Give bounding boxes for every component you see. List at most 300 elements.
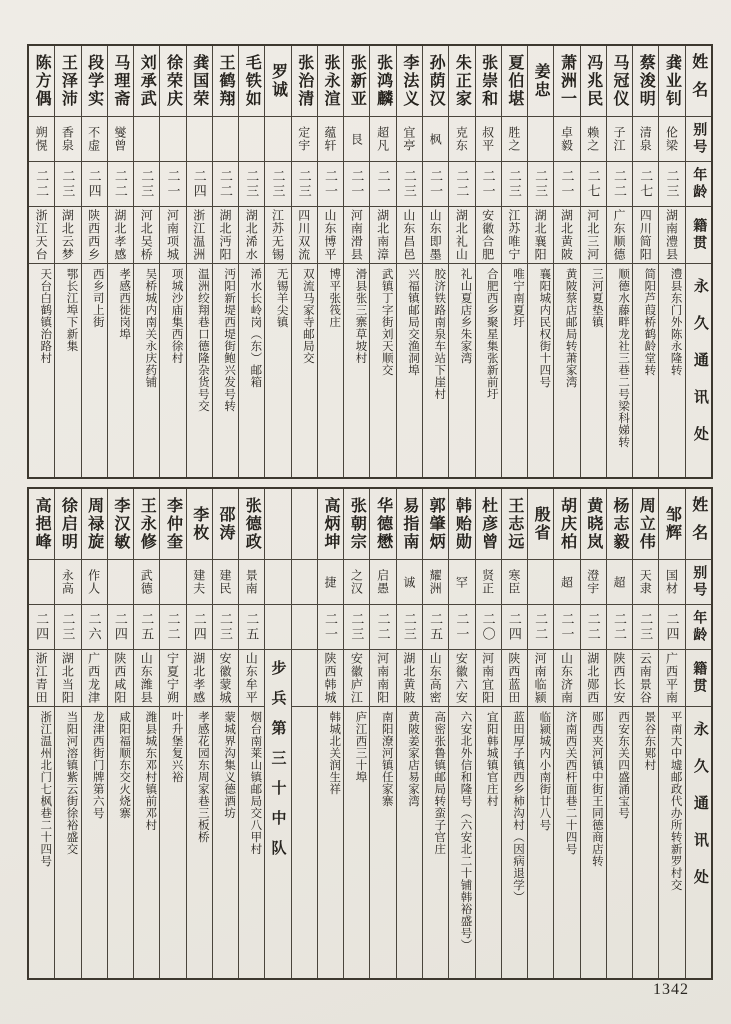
person-address: 庐江西三十埠: [354, 711, 367, 783]
person-name: 冯兆民: [584, 54, 602, 108]
person-column: [528, 489, 554, 978]
person-age: 二三: [401, 612, 417, 642]
person-alias-cell: [633, 560, 658, 605]
person-address: 无锡羊尖镇: [275, 268, 288, 328]
person-column: [659, 46, 685, 477]
person-name: 姜忠: [532, 63, 550, 99]
person-alias: 永高: [60, 569, 75, 595]
person-age-cell: [187, 605, 212, 650]
person-alias: 贤正: [480, 569, 495, 595]
header-native: 籍贯: [691, 661, 707, 695]
person-native-cell: [187, 650, 212, 707]
person-age: 二一: [375, 169, 391, 199]
person-name-cell: [554, 489, 579, 560]
person-column: [160, 46, 186, 477]
header-address-cell: [686, 707, 711, 978]
person-native-cell: [108, 207, 133, 264]
person-name-cell: [607, 46, 632, 117]
person-name: 陈方偶: [33, 54, 51, 108]
person-address-cell: [265, 264, 290, 477]
person-alias: 建夫: [191, 569, 206, 595]
person-age: 二二: [611, 612, 627, 642]
person-column: [187, 489, 213, 978]
person-native: 湖北沔阳: [217, 209, 232, 261]
header-age-cell: [686, 605, 711, 650]
person-name-cell: [187, 46, 212, 117]
person-name-cell: [160, 489, 185, 560]
person-age: 二三: [270, 169, 286, 199]
person-alias: 罕: [454, 575, 469, 589]
person-column: [318, 46, 344, 477]
person-name: 邹辉: [663, 506, 681, 542]
person-alias: 枫: [428, 132, 443, 146]
person-native: 山东济南: [559, 652, 574, 704]
roster-table-top: [27, 44, 713, 479]
person-alias-cell: [82, 117, 107, 162]
person-alias-cell: [659, 560, 684, 605]
person-age: 二四: [664, 612, 680, 642]
person-age-cell: [55, 162, 80, 207]
person-alias-cell: [134, 117, 159, 162]
person-native-cell: [607, 207, 632, 264]
person-name: 朱正家: [453, 54, 471, 108]
person-name: 龚国荣: [190, 54, 208, 108]
header-age: 年龄: [691, 610, 707, 644]
person-native: 山东博平: [323, 209, 338, 261]
person-age-cell: [397, 605, 422, 650]
person-address-cell: [55, 264, 80, 477]
person-alias-cell: [370, 560, 395, 605]
person-address: 三河夏垫镇: [590, 268, 603, 328]
person-native-cell: [344, 650, 369, 707]
person-age: 二二: [165, 612, 181, 642]
person-native-cell: [633, 207, 658, 264]
person-address-cell: [108, 264, 133, 477]
person-native-cell: [528, 650, 553, 707]
unit-label-cell: [265, 650, 290, 978]
person-column: [449, 46, 475, 477]
person-alias: 之汉: [349, 569, 364, 595]
person-age: 二六: [86, 612, 102, 642]
person-native-cell: [528, 207, 553, 264]
person-native-cell: [239, 207, 264, 264]
person-native: 湖北南漳: [375, 209, 390, 261]
person-age: 二一: [559, 612, 575, 642]
person-address-cell: [370, 707, 395, 978]
person-address-cell: [292, 264, 317, 477]
person-age: 二三: [638, 612, 654, 642]
person-address: 南阳潦河镇任家寨: [380, 711, 393, 807]
person-alias: 耀洲: [428, 569, 443, 595]
person-alias-cell: [29, 560, 54, 605]
header-column: [686, 46, 711, 477]
person-name-cell: [476, 489, 501, 560]
person-age-cell: [344, 605, 369, 650]
person-alias-cell: [502, 117, 527, 162]
person-age: 二二: [112, 169, 128, 199]
person-address: 项城沙庙集西徐村: [170, 268, 183, 364]
person-name: 胡庆柏: [558, 497, 576, 551]
person-name: 徐荣庆: [164, 54, 182, 108]
person-address-cell: [659, 264, 684, 477]
person-age: 二一: [165, 169, 181, 199]
person-name: 杨志毅: [610, 497, 628, 551]
person-column: [265, 46, 291, 477]
person-alias-cell: [476, 117, 501, 162]
person-alias-cell: [160, 117, 185, 162]
person-address-cell: [187, 264, 212, 477]
empty-cell: [265, 489, 290, 560]
person-age-cell: [213, 162, 238, 207]
person-age-cell: [633, 605, 658, 650]
person-native-cell: [344, 207, 369, 264]
person-age: 二三: [506, 169, 522, 199]
person-age-cell: [581, 162, 606, 207]
person-address: 合肥西乡聚星集张新前圩: [485, 268, 498, 400]
person-age-cell: [502, 162, 527, 207]
person-address-cell: [476, 707, 501, 978]
person-name-cell: [581, 46, 606, 117]
person-native-cell: [134, 650, 159, 707]
person-alias-cell: [397, 117, 422, 162]
person-alias: 燮曾: [112, 126, 127, 152]
person-native: 湖北孝感: [191, 652, 206, 704]
person-name: 张崇和: [479, 54, 497, 108]
person-address: 黄陂蔡店邮局转萧家湾: [564, 268, 577, 388]
person-address: 孝感西徙岗埠: [118, 268, 131, 340]
person-age-cell: [108, 162, 133, 207]
person-alias-cell: [213, 117, 238, 162]
person-address-cell: [633, 707, 658, 978]
person-column: [554, 489, 580, 978]
person-age-cell: [476, 162, 501, 207]
person-native-cell: [134, 207, 159, 264]
person-address-cell: [187, 707, 212, 978]
person-column: [55, 489, 81, 978]
person-name: 杜彦曾: [479, 497, 497, 551]
person-name-cell: [134, 489, 159, 560]
person-address-cell: [659, 707, 684, 978]
person-address-cell: [554, 707, 579, 978]
person-age: 二三: [349, 612, 365, 642]
person-name-cell: [528, 46, 553, 117]
person-alias: 寒臣: [506, 569, 521, 595]
person-name-cell: [160, 46, 185, 117]
person-native-cell: [370, 207, 395, 264]
person-name-cell: [607, 489, 632, 560]
person-age-cell: [633, 162, 658, 207]
person-name-cell: [502, 46, 527, 117]
person-column: [29, 46, 55, 477]
person-column: [659, 489, 685, 978]
person-address: 浙江温州北门七枫巷二十四号: [39, 711, 52, 867]
empty-cell: [292, 650, 317, 707]
person-column: [476, 489, 502, 978]
person-address: 兴福镇邮局交渔洞埠: [406, 268, 419, 376]
person-alias-cell: [423, 117, 448, 162]
person-alias-cell: [528, 117, 553, 162]
person-name-cell: [449, 46, 474, 117]
person-alias: 捷: [323, 575, 338, 589]
person-alias: 蕴轩: [323, 126, 338, 152]
person-column: [607, 489, 633, 978]
person-alias-cell: [160, 560, 185, 605]
person-age-cell: [318, 605, 343, 650]
person-alias: 作人: [86, 569, 101, 595]
person-age-cell: [528, 605, 553, 650]
person-age-cell: [344, 162, 369, 207]
person-address-cell: [423, 707, 448, 978]
person-name: 徐启明: [59, 497, 77, 551]
person-alias-cell: [476, 560, 501, 605]
person-native-cell: [55, 650, 80, 707]
person-name: 段学实: [85, 54, 103, 108]
person-alias-cell: [108, 117, 133, 162]
person-alias: 不虚: [86, 126, 101, 152]
person-native: 陕西西乡: [86, 209, 101, 261]
person-column: [502, 46, 528, 477]
person-age: 二四: [86, 169, 102, 199]
person-address: 西安东关四盛涌宝号: [617, 711, 630, 819]
person-native: 河南滑县: [349, 209, 364, 261]
header-native-cell: [686, 207, 711, 264]
person-name: 张朝宗: [348, 497, 366, 551]
person-name: 李仲奎: [164, 497, 182, 551]
person-alias-cell: [423, 560, 448, 605]
person-address-cell: [318, 264, 343, 477]
person-name: 李汉敏: [111, 497, 129, 551]
person-native-cell: [581, 207, 606, 264]
person-alias-cell: [502, 560, 527, 605]
person-address-cell: [82, 264, 107, 477]
person-native: 四川简阳: [638, 209, 653, 261]
person-alias-cell: [265, 117, 290, 162]
person-address: 济南西关西杆面巷二十四号: [564, 711, 577, 855]
person-age-cell: [581, 605, 606, 650]
person-name: 李枚: [190, 506, 208, 542]
person-native-cell: [554, 207, 579, 264]
header-native-cell: [686, 650, 711, 707]
person-age: 二四: [191, 612, 207, 642]
person-native: 陕西长安: [611, 652, 626, 704]
person-native: 安徽合肥: [480, 209, 495, 261]
person-alias-cell: [318, 117, 343, 162]
person-alias: 天隶: [638, 569, 653, 595]
person-column: [476, 46, 502, 477]
person-alias-cell: [659, 117, 684, 162]
person-native: 安徽六安: [454, 652, 469, 704]
person-name-cell: [55, 46, 80, 117]
person-age-cell: [370, 605, 395, 650]
person-native: 浙江温洲: [191, 209, 206, 261]
person-native: 湖南澧县: [664, 209, 679, 261]
header-alias: 别号: [691, 565, 707, 599]
empty-cell: [265, 560, 290, 605]
person-address-cell: [633, 264, 658, 477]
person-native-cell: [292, 207, 317, 264]
person-native-cell: [213, 207, 238, 264]
person-native-cell: [213, 650, 238, 707]
person-age-cell: [265, 162, 290, 207]
person-age-cell: [29, 162, 54, 207]
person-name: 王永修: [138, 497, 156, 551]
person-native: 山东牟平: [244, 652, 259, 704]
person-alias: 建民: [217, 569, 232, 595]
header-name-cell: [686, 46, 711, 117]
person-name-cell: [344, 46, 369, 117]
person-column: [581, 489, 607, 978]
person-name-cell: [554, 46, 579, 117]
person-name-cell: [318, 46, 343, 117]
person-age-cell: [607, 162, 632, 207]
header-address: 永久通讯处: [691, 721, 708, 906]
person-alias: 卓毅: [559, 126, 574, 152]
person-address: 浠水长岭岗（东）邮箱: [249, 268, 262, 388]
person-age-cell: [239, 162, 264, 207]
person-age-cell: [607, 605, 632, 650]
person-address-cell: [344, 264, 369, 477]
person-native-cell: [476, 650, 501, 707]
person-alias: 赖之: [585, 126, 600, 152]
person-name: 刘承武: [138, 54, 156, 108]
person-native-cell: [397, 650, 422, 707]
person-column: [607, 46, 633, 477]
person-column: [160, 489, 186, 978]
unit-label: 步兵第三十中队: [269, 660, 286, 870]
person-native: 河南南阳: [375, 652, 390, 704]
person-alias: 超: [559, 575, 574, 589]
person-column: [554, 46, 580, 477]
person-address-cell: [581, 264, 606, 477]
person-alias-cell: [607, 117, 632, 162]
person-native-cell: [318, 650, 343, 707]
person-native-cell: [423, 650, 448, 707]
person-column: [633, 489, 659, 978]
person-alias: 澄宇: [585, 569, 600, 595]
person-native: 宁夏宁朔: [165, 652, 180, 704]
person-alias-cell: [633, 117, 658, 162]
person-column: [370, 46, 396, 477]
person-name: 华德懋: [374, 497, 392, 551]
person-name-cell: [265, 46, 290, 117]
person-alias: 叔平: [480, 126, 495, 152]
person-native: 河南临颍: [533, 652, 548, 704]
person-column: [55, 46, 81, 477]
person-native: 江苏唯宁: [506, 209, 521, 261]
person-alias: 胜之: [506, 126, 521, 152]
person-column: [370, 489, 396, 978]
person-address-cell: [160, 264, 185, 477]
person-name-cell: [370, 489, 395, 560]
person-age: 二二: [217, 169, 233, 199]
person-address: 襄阳城内民权街十四号: [538, 268, 551, 388]
person-native-cell: [423, 207, 448, 264]
person-address-cell: [528, 264, 553, 477]
person-native: 四川双流: [296, 209, 311, 261]
person-column: [423, 489, 449, 978]
person-age-cell: [318, 162, 343, 207]
person-native: 广西平南: [664, 652, 679, 704]
person-address-cell: [318, 707, 343, 978]
person-address: 孝感花园东周家巷三板桥: [196, 711, 209, 843]
person-alias-cell: [344, 560, 369, 605]
person-name-cell: [423, 46, 448, 117]
person-name: 高炳坤: [322, 497, 340, 551]
person-address: 双流马家寺邮局交: [301, 268, 314, 364]
person-name-cell: [134, 46, 159, 117]
person-native: 广西龙津: [86, 652, 101, 704]
person-native-cell: [659, 650, 684, 707]
person-age-cell: [554, 605, 579, 650]
person-age-cell: [397, 162, 422, 207]
person-age: 二一: [454, 612, 470, 642]
person-column: [239, 46, 265, 477]
person-name-cell: [633, 489, 658, 560]
person-age: 二二: [34, 169, 50, 199]
person-age-cell: [292, 162, 317, 207]
person-name: 周禄旋: [85, 497, 103, 551]
person-name-cell: [318, 489, 343, 560]
person-native: 湖北孝感: [112, 209, 127, 261]
empty-cell: [265, 605, 290, 650]
person-address: 顺德水藤畔龙社三巷二号梁科娣转: [617, 268, 630, 448]
person-alias: 国材: [664, 569, 679, 595]
person-native-cell: [476, 207, 501, 264]
person-name: 张永渲: [322, 54, 340, 108]
person-native: 云南景谷: [638, 652, 653, 704]
person-alias-cell: [528, 560, 553, 605]
header-name-cell: [686, 489, 711, 560]
person-address-cell: [55, 707, 80, 978]
person-alias: 超: [611, 575, 626, 589]
person-native: 湖北浠水: [244, 209, 259, 261]
empty-cell: [292, 489, 317, 560]
person-native-cell: [502, 650, 527, 707]
person-alias-cell: [29, 117, 54, 162]
person-name: 邵涛: [216, 506, 234, 542]
person-alias-cell: [554, 117, 579, 162]
person-alias: 子江: [611, 126, 626, 152]
person-native: 浙江天台: [34, 209, 49, 261]
person-address-cell: [502, 264, 527, 477]
person-name-cell: [82, 46, 107, 117]
person-age-cell: [502, 605, 527, 650]
person-name: 张新亚: [348, 54, 366, 108]
person-native-cell: [82, 650, 107, 707]
person-native: 陕西韩城: [323, 652, 338, 704]
person-name-cell: [29, 489, 54, 560]
person-native: 湖北郧西: [585, 652, 600, 704]
person-alias-cell: [187, 117, 212, 162]
header-native: 籍贯: [691, 218, 707, 252]
person-name: 王泽沛: [59, 54, 77, 108]
person-column: [449, 489, 475, 978]
person-name: 罗诚: [269, 63, 287, 99]
person-address-cell: [423, 264, 448, 477]
empty-cell: [292, 605, 317, 650]
person-alias: 景南: [244, 569, 259, 595]
person-name-cell: [528, 489, 553, 560]
person-name-cell: [213, 489, 238, 560]
person-address-cell: [344, 707, 369, 978]
person-name: 郭肇炳: [427, 497, 445, 551]
person-address-cell: [239, 707, 264, 978]
person-name: 韩贻勋: [453, 497, 471, 551]
person-address: 澧县东门外陈永隆转: [669, 268, 682, 376]
person-age-cell: [370, 162, 395, 207]
person-column: [344, 46, 370, 477]
person-age: 二一: [323, 169, 339, 199]
